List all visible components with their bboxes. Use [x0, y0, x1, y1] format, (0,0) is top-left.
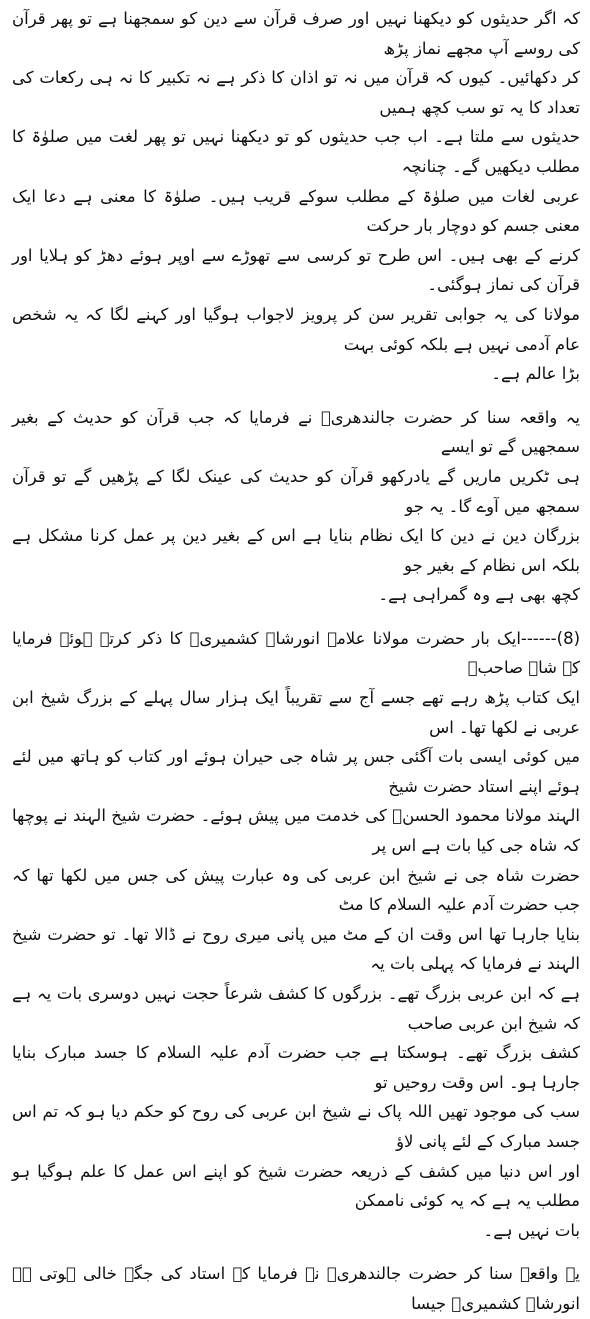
text-line: ہی ٹکریں ماریں گے یادرکھو قرآن کو حدیث کی عینک لگا کے پڑھیں گے تو قرآن سمجھ میں آوے گا۔ یہ جو [12, 466, 580, 516]
text-line: اور اس دنیا میں کشف کے ذریعہ حضرت شیخ کو اپنے اس عمل کا علم ہوگیا ہو مطلب یہ ہے کہ یہ کوئی ناممکن [12, 1161, 580, 1211]
anecdote-heading-line: (8)------ایک بار حضرت مولانا علامہ انورشاہ کشمیریؒ کا ذکر کرتے ہوئے فرمایا کہ شاہ صاحبؒ [12, 628, 580, 678]
paragraph-spacer [12, 610, 580, 624]
text-line: کرنے کے بھی ہیں۔ اس طرح تو کرسی سے تھوڑے سے اوپر ہوئے دھڑ کو ہلایا اور قرآن کی نماز ہوگئی۔ [12, 245, 580, 295]
text-line: عربی لغات میں صلوٰۃ کے مطلب سوکے قریب ہیں۔ صلوٰۃ کا معنی ہے دعا ایک معنی جسم کو دوچار بار حرکت [12, 186, 580, 236]
text-line: یہ واقعہ سنا کر حضرت جالندھریؒ نے فرمایا کہ استاد کی جگہ خالی ہوتی ہے انورشاہ کشمیریؒ جیسا [12, 1264, 580, 1313]
paragraph-prayer-debate [12, 4, 580, 389]
text-line: الہند مولانا محمود الحسنؒ کی خدمت میں پیش ہوئے۔ حضرت شیخ الہند نے پوچھا کہ شاہ جی کیا بات ہے اس پر [12, 806, 580, 856]
text-line: بزرگان دین نے دین کا ایک نظام بنایا ہے اس کے بغیر دین پر عمل کرنا مشکل ہے بلکہ اس نظام کے بغیر جو [12, 526, 580, 575]
text-line: بڑا عالم ہے۔ [491, 364, 580, 384]
paragraph-spacer [12, 1245, 580, 1259]
text-line: حضرت شاہ جی نے شیخ ابن عربی کی وہ عبارت پیش کی جس میں لکھا تھا کہ جب حضرت آدم علیہ السلام کا مٹ [12, 865, 580, 915]
text-line: یہ واقعہ سنا کر حضرت جالندھریؒ نے فرمایا کہ جب قرآن کو حدیث کے بغیر سمجھیں گے تو ایسے [12, 407, 580, 457]
text-line: بنایا جارہا تھا اس وقت ان کے مٹ میں پانی میری روح نے ڈالا تھا۔ تو حضرت شیخ الہند نے فرمایا کہ پہلی بات یہ [12, 924, 580, 974]
text-line: سب کی موجود تھیں اللہ پاک نے شیخ ابن عربی کی روح کو حکم دیا ہو کہ تم اس جسد مبارک کے لئے پانی لاؤ [12, 1102, 580, 1151]
text-line: مولانا کی یہ جوابی تقریر سن کر پرویز لاجواب ہوگیا اور کہنے لگا کہ یہ شخص عام آدمی نہیں ہے بلکہ کوئی بہت [12, 304, 580, 354]
text-line: بات نہیں ہے۔ [483, 1220, 580, 1240]
text-line: کچھ بھی ہے وہ گمراہی ہے۔ [378, 585, 580, 605]
text-line: کشف بزرگ تھے۔ ہوسکتا ہے جب حضرت آدم علیہ السلام کا جسد مبارک بنایا جارہا ہو۔ اس وقت روحیں تو [12, 1043, 580, 1092]
paragraph-anecdote-8 [12, 624, 580, 1245]
text-line: میں کوئی ایسی بات آگئی جس پر شاہ جی حیران ہوئے اور کتاب کو ہاتھ میں لئے ہوئے اپنے استاد حضرت شیخ [12, 747, 580, 796]
text-line: ہے کہ ابن عربی بزرگ تھے۔ بزرگوں کا کشف شرعاً حجت نہیں دوسری بات یہ ہے کہ شیخ ابن عربی صاحب [12, 984, 580, 1033]
text-line: حدیثوں سے ملتا ہے۔ اب جب حدیثوں کو تو دیکھنا نہیں تو پھر لغت میں صلوٰۃ کا مطلب دیکھیں گے۔ چنانچہ [12, 127, 580, 176]
text-line: ایک کتاب پڑھ رہے تھے جسے آج سے تقریباً ایک ہزار سال پہلے کے بزرگ شیخ ابن عربی نے لکھا تھا۔ اس [12, 688, 580, 737]
text-line: کہ اگر حدیثوں کو دیکھنا نہیں اور صرف قرآن سے دین کو سمجھنا ہے تو پھر قرآن کی روسے آپ مجھے نماز پڑھ [12, 9, 580, 58]
paragraph-teacher-place [12, 1259, 580, 1318]
paragraph-hadith-lens [12, 403, 580, 610]
text-line: کر دکھائیں۔ کیوں کہ قرآن میں نہ تو اذان کا ذکر ہے نہ تکبیر کا نہ ہی رکعات کی تعداد کا یہ تو سب کچھ ہمیں [12, 68, 580, 117]
paragraph-spacer [12, 389, 580, 403]
